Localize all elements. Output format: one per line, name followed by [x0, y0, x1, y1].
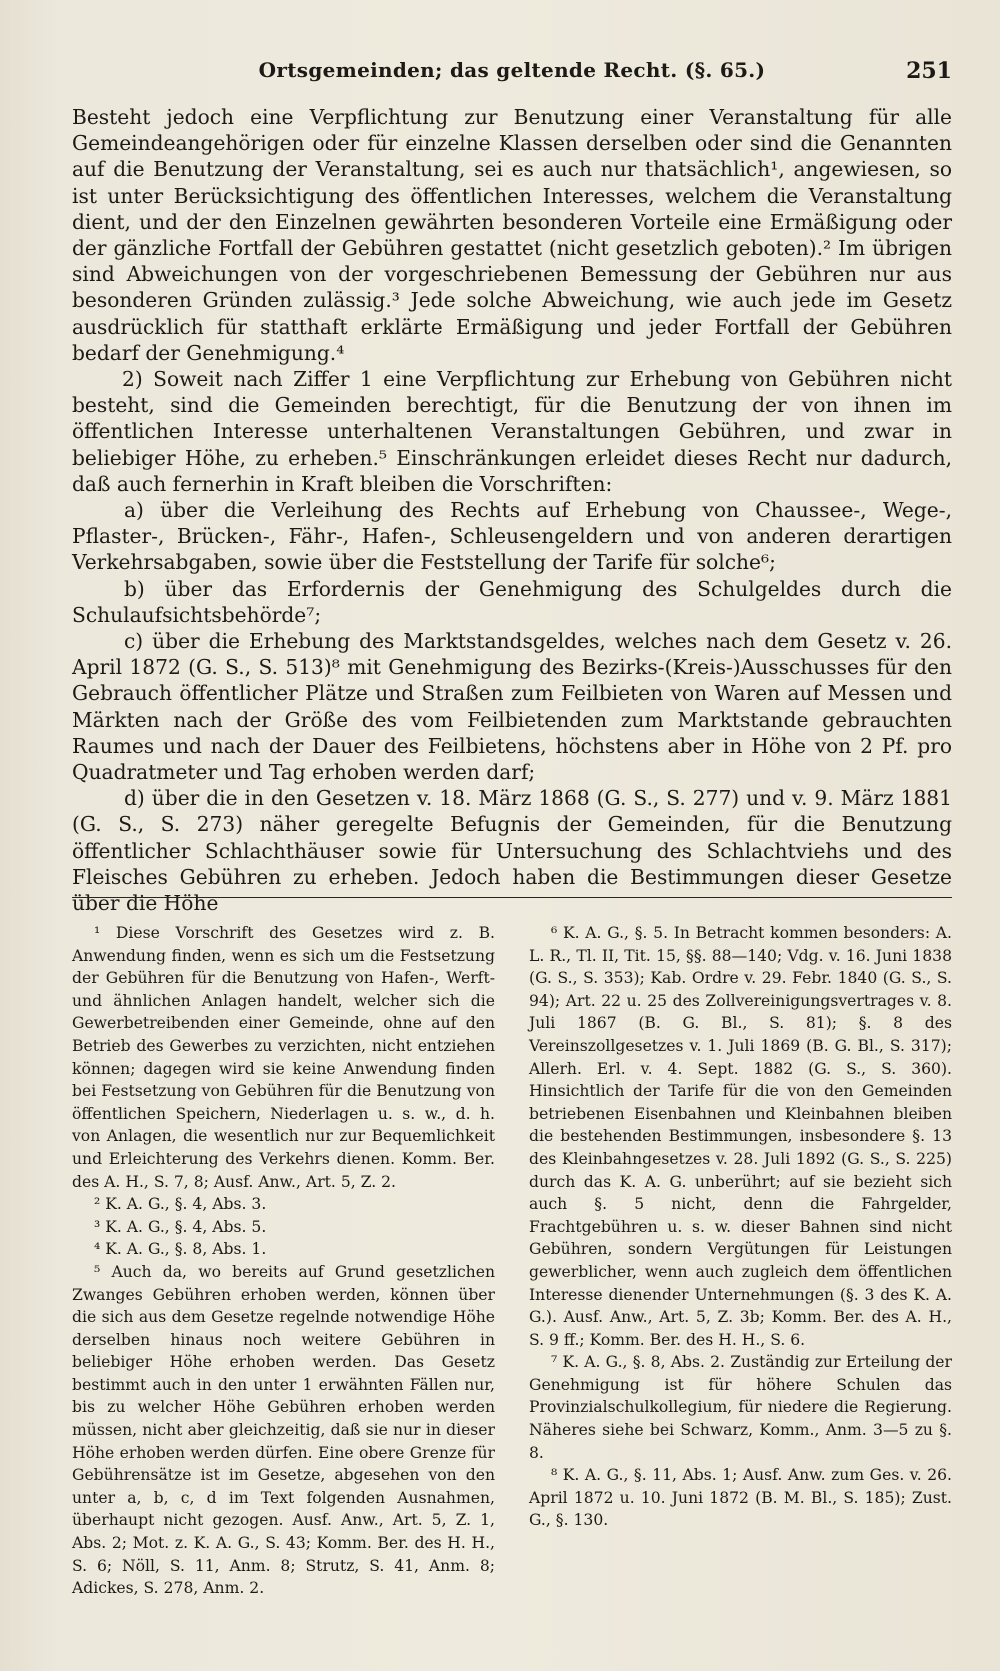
- footnote-3: ³ K. A. G., §. 4, Abs. 5.: [94, 1217, 267, 1236]
- paragraph-c: c) über die Erhebung des Marktstandsgeldes, welches nach dem Gesetz v. 26. April 1872 (G. S., S. 513)⁸ mit Genehmigung des Bezirks-(Kreis-)Ausschusses für den Gebrauch öffentlicher Plätze und Straßen zum Feilbieten von Waren auf Messen und Märkten nach der Größe des vom Feilbietenden zum Marktstande gebrauchten Raumes und nach der Dauer des Feilbietens, höchstens aber in Höhe von 2 Pf. pro Quadratmeter und Tag erhoben werden darf;: [72, 629, 952, 785]
- footnote-2: ² K. A. G., §. 4, Abs. 3.: [94, 1195, 267, 1214]
- paragraph-1: Besteht jedoch eine Verpflichtung zur Benutzung einer Veranstaltung für alle Gemeindeangehörigen oder für einzelne Klassen derselben oder sind die Genannten auf die Benutzung der Veranstaltung, sei es auch nur thatsächlich¹, angewiesen, so ist unter Berücksichtigung des öffentlichen Interesses, welchem die Veranstaltung dient, und der den Einzelnen gewährten besonderen Vorteile eine Ermäßigung oder der gänzliche Fortfall der Gebühren gestattet (nicht gesetzlich geboten).² Im übrigen sind Abweichungen von der vorgeschriebenen Bemessung der Gebühren nur aus besonderen Gründen zulässig.³ Jede solche Abweichung, wie auch jede im Gesetz ausdrücklich für statthaft erklärte Ermäßigung und jeder Fortfall der Gebühren bedarf der Genehmigung.⁴: [72, 105, 952, 365]
- footnote-4: ⁴ K. A. G., §. 8, Abs. 1.: [94, 1240, 267, 1259]
- footnote-separator: [72, 897, 952, 898]
- running-title: Ortsgemeinden; das geltende Recht. (§. 65.): [258, 58, 766, 82]
- page-number: 251: [906, 58, 952, 84]
- paragraph-2: 2) Soweit nach Ziffer 1 eine Verpflichtung zur Erhebung von Gebühren nicht besteht, sind die Gemeinden berechtigt, für die Benutzung der von ihnen im öffentlichen Interesse unterhaltenen Veranstaltungen Gebühren, und zwar in beliebiger Höhe, zu erheben.⁵ Einschränkungen erleidet dieses Recht nur dadurch, daß auch fernerhin in Kraft bleiben die Vorschriften:: [72, 367, 952, 496]
- footnote-1: ¹ Diese Vorschrift des Gesetzes wird z. B. Anwendung finden, wenn es sich um die Festsetzung der Gebühren für die Benutzung von Hafen-, Werft- und ähnlichen Anlagen handelt, welcher sich die Gewerbetreibenden einer Gemeinde, ohne auf den Betrieb des Gewerbes zu verzichten, nicht entziehen können; dagegen wird sie keine Anwendung finden bei Festsetzung von Gebühren für die Benutzung von öffentlichen Speichern, Niederlagen u. s. w., d. h. von Anlagen, die wesentlich nur zur Bequemlichkeit und Erleichterung des Verkehrs dienen. Komm. Ber. des A. H., S. 7, 8; Ausf. Anw., Art. 5, Z. 2.: [72, 924, 495, 1191]
- footnotes: [72, 922, 952, 1622]
- paragraph-a: a) über die Verleihung des Rechts auf Erhebung von Chaussee-, Wege-, Pflaster-, Brücken-, Fähr-, Hafen-, Schleusengeldern und von anderen derartigen Verkehrsabgaben, sowie über die Feststellung der Tarife für solche⁶;: [72, 498, 952, 575]
- footnote-5: ⁵ Auch da, wo bereits auf Grund gesetzlichen Zwanges Gebühren erhoben werden, können über die sich aus dem Gesetze regelnde notwendige Höhe derselben hinaus noch weitere Gebühren in beliebiger Höhe erhoben werden. Das Gesetz bestimmt auch in den unter 1 erwähnten Fällen nur, bis zu welcher Höhe Gebühren erhoben werden müssen, nicht aber gleichzeitig, daß sie nur in dieser Höhe erhoben werden dürfen. Eine obere Grenze für Gebührensätze ist im Gesetze, abgesehen von den unter a, b, c, d im Text folgenden Ausnahmen, überhaupt nicht gezogen. Ausf. Anw., Art. 5, Z. 1, Abs. 2; Mot. z. K. A. G., S. 43; Komm. Ber. des H. H., S. 6; Nöll, S. 11, Anm. 8; Strutz, S. 41, Anm. 8; Adickes, S. 278, Anm. 2.: [72, 1262, 495, 1598]
- footnote-6: ⁶ K. A. G., §. 5. In Betracht kommen besonders: A. L. R., Tl. II, Tit. 15, §§. 88—140; Vdg. v. 16. Juni 1838 (G. S., S. 353); Kab. Ordre v. 29. Febr. 1840 (G. S., S. 94); Art. 22 u. 25 des Zollvereinigungsvertrages v. 8. Juli 1867 (B. G. Bl., S. 81); §. 8 des Vereinszollgesetzes v. 1. Juli 1869 (B. G. Bl., S. 317); Allerh. Erl. v. 4. Sept. 1882 (G. S., S. 360). Hinsichtlich der Tarife für die von den Gemeinden betriebenen Eisenbahnen und Kleinbahnen bleiben die bestehenden Bestimmungen, insbesondere §. 13 des Kleinbahngesetzes v. 28. Juli 1892 (G. S., S. 225) durch das K. A. G. unberührt; auf sie bezieht sich auch §. 5 nicht, denn die Fahrgelder, Frachtgebühren u. s. w. dieser Bahnen sind nicht Gebühren, sondern Vergütungen für Leistungen gewerblicher, wenn auch zugleich dem öffentlichen Interesse dienender Unternehmungen (§. 3 des K. A. G.). Ausf. Anw., Art. 5, Z. 3b; Komm. Ber. des A. H., S. 9 ff.; Komm. Ber. des H. H., S. 6.: [529, 924, 952, 1349]
- paragraph-d: d) über die in den Gesetzen v. 18. März 1868 (G. S., S. 277) und v. 9. März 1881 (G. S., S. 273) näher geregelte Befugnis der Gemeinden, für die Benutzung öffentlicher Schlachthäuser sowie für Untersuchung des Schlachtviehs und des Fleisches Gebühren zu erheben. Jedoch haben die Bestimmungen dieser Gesetze über die Höhe: [72, 786, 952, 916]
- paragraph-b: b) über das Erfordernis der Genehmigung des Schulgeldes durch die Schulaufsichtsbehörde⁷;: [72, 576, 952, 627]
- page-header: [72, 58, 952, 94]
- footnote-8: ⁸ K. A. G., §. 11, Abs. 1; Ausf. Anw. zum Ges. v. 26. April 1872 u. 10. Juni 1872 (B. M. Bl., S. 185); Zust. G., §. 130.: [529, 1466, 952, 1530]
- main-text: [72, 104, 952, 916]
- footnote-7: ⁷ K. A. G., §. 8, Abs. 2. Zuständig zur Erteilung der Genehmigung ist für höhere Schulen das Provinzialschulkollegium, für niedere die Regierung. Näheres siehe bei Schwarz, Komm., Anm. 3—5 zu §. 8.: [529, 1353, 952, 1462]
